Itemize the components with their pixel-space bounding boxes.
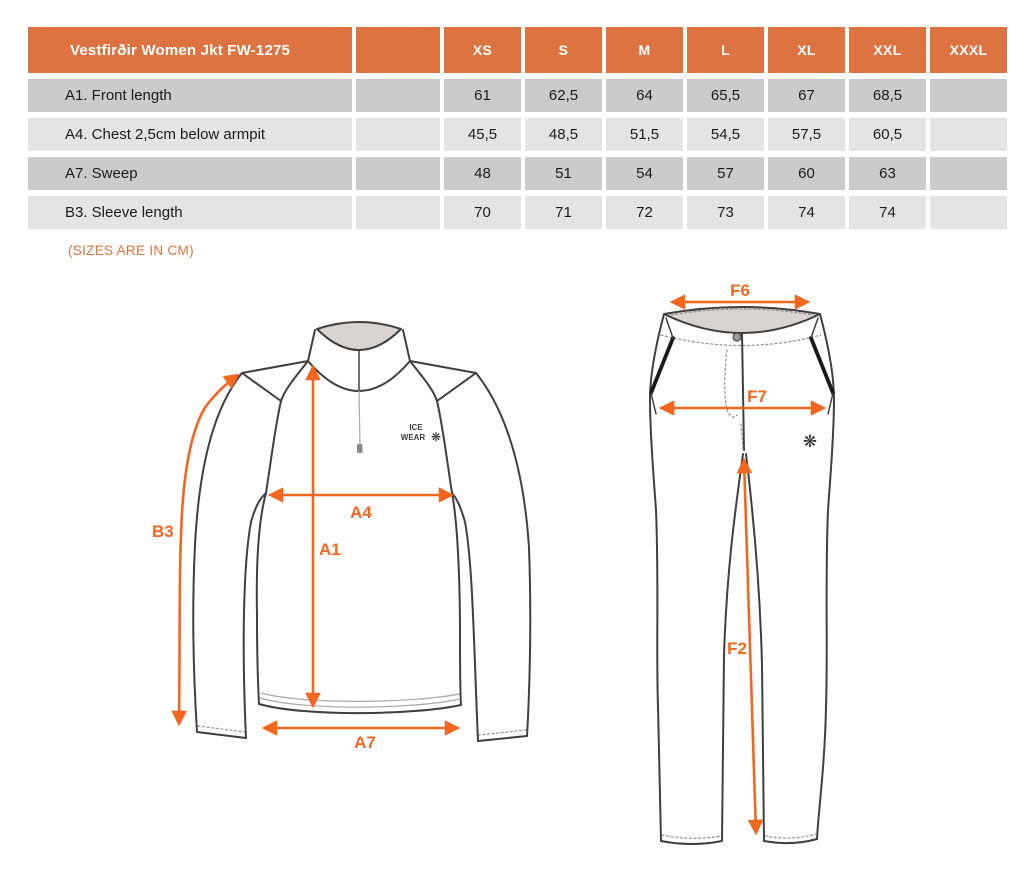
jacket-cuff-left	[197, 732, 246, 738]
size-header-xl: XL	[768, 27, 845, 73]
pants-pocket-edge-right	[828, 393, 833, 414]
pants-hem-stitch-right	[765, 834, 816, 838]
jacket-body-side-left	[257, 493, 266, 704]
logo-snowflake-icon: ❋	[430, 430, 442, 444]
pants-hem-left	[661, 841, 722, 844]
table-header-row	[28, 27, 1007, 73]
value-cell: 73	[687, 196, 764, 229]
row-label: A7. Sweep	[28, 157, 352, 190]
jacket-zipper-pull	[357, 444, 363, 453]
jacket-sleeve-outer-right	[476, 373, 530, 736]
value-cell: 54,5	[687, 118, 764, 151]
pants-pocket-trim-right	[811, 338, 833, 393]
size-header-l: L	[687, 27, 764, 73]
logo-text-line1: ICE	[409, 423, 423, 432]
jacket-shoulder-left	[242, 361, 308, 373]
value-cell: 60,5	[849, 118, 926, 151]
label-f7: F7	[747, 387, 767, 406]
value-cell: 64	[606, 79, 683, 112]
value-cell: 62,5	[525, 79, 602, 112]
label-a4: A4	[350, 503, 372, 522]
value-cell: 45,5	[444, 118, 521, 151]
row-label: B3. Sleeve length	[28, 196, 352, 229]
value-cell: 51,5	[606, 118, 683, 151]
pants-pocket-edge-left	[651, 393, 656, 414]
jacket-cuff-stitch-left	[198, 726, 245, 732]
jacket-collar-side-right	[403, 330, 410, 361]
size-header-xs: XS	[444, 27, 521, 73]
pants-waist-opening	[664, 307, 820, 333]
size-header-xxxl: XXXL	[930, 27, 1007, 73]
pants-button	[733, 333, 741, 341]
jacket-hem	[259, 704, 461, 713]
value-cell: 57	[687, 157, 764, 190]
label-f6: F6	[730, 281, 750, 300]
value-cell: 48	[444, 157, 521, 190]
jacket-shoulder-right	[410, 361, 476, 373]
row-spacer-cell	[356, 196, 440, 229]
jacket-sleeve-inner-left	[244, 493, 266, 738]
row-spacer-cell	[356, 79, 440, 112]
value-cell: 70	[444, 196, 521, 229]
size-table	[28, 27, 1007, 235]
label-a1: A1	[319, 540, 341, 559]
value-cell: 57,5	[768, 118, 845, 151]
size-header-m: M	[606, 27, 683, 73]
value-cell: 67	[768, 79, 845, 112]
pants-snowflake-logo-icon: ❋	[802, 432, 818, 452]
jacket-raglan-seam-left	[266, 361, 308, 493]
row-label: A1. Front length	[28, 79, 352, 112]
value-cell: 63	[849, 157, 926, 190]
jacket-zipper-chest	[359, 391, 360, 444]
label-b3: B3	[152, 522, 174, 541]
arrow-b3-sleeve-length	[179, 375, 238, 724]
value-cell: 74	[849, 196, 926, 229]
jacket-shoulder-dart-left	[242, 373, 281, 401]
pants-pocket-trim-left	[651, 338, 673, 393]
value-cell	[930, 157, 1007, 190]
product-title: Vestfirðir Women Jkt FW-1275	[28, 27, 352, 73]
pants-side-seam-top-right	[811, 318, 818, 338]
table-row-front-length	[28, 79, 1007, 112]
value-cell: 48,5	[525, 118, 602, 151]
header-spacer-cell	[356, 27, 440, 73]
pants-center-front-seam	[742, 333, 744, 450]
jacket-diagram	[152, 322, 530, 752]
value-cell: 68,5	[849, 79, 926, 112]
value-cell: 74	[768, 196, 845, 229]
pants-diagram	[650, 281, 834, 844]
pants-hem-right	[764, 839, 817, 843]
jacket-sleeve-outer-left	[193, 373, 242, 732]
size-header-s: S	[525, 27, 602, 73]
jacket-body-side-right	[452, 493, 461, 705]
value-cell: 54	[606, 157, 683, 190]
sizes-note: (SIZES ARE IN CM)	[68, 243, 194, 258]
jacket-collar-opening	[317, 322, 401, 350]
jacket-hem-stitch-2	[261, 693, 459, 701]
value-cell	[930, 79, 1007, 112]
jacket-cuff-right	[478, 736, 527, 741]
jacket-brand-logo	[401, 423, 441, 444]
jacket-hem-stitch-1	[260, 698, 460, 707]
value-cell: 51	[525, 157, 602, 190]
size-header-xxl: XXL	[849, 27, 926, 73]
table-row-chest	[28, 118, 1007, 151]
table-row-sleeve-length	[28, 196, 1007, 229]
table-row-sweep	[28, 157, 1007, 190]
value-cell: 65,5	[687, 79, 764, 112]
row-spacer-cell	[356, 118, 440, 151]
row-label: A4. Chest 2,5cm below armpit	[28, 118, 352, 151]
jacket-shoulder-dart-right	[437, 373, 476, 401]
pants-hem-stitch-left	[662, 835, 721, 838]
row-spacer-cell	[356, 157, 440, 190]
measurement-diagrams	[0, 280, 1034, 890]
value-cell: 71	[525, 196, 602, 229]
logo-text-line2: WEAR	[400, 433, 426, 442]
value-cell	[930, 196, 1007, 229]
pants-side-seam-top-left	[666, 318, 673, 338]
value-cell: 61	[444, 79, 521, 112]
jacket-cuff-stitch-right	[479, 730, 526, 735]
jacket-collar-side-left	[308, 330, 315, 361]
value-cell: 72	[606, 196, 683, 229]
value-cell: 60	[768, 157, 845, 190]
value-cell	[930, 118, 1007, 151]
label-a7: A7	[354, 733, 376, 752]
label-f2: F2	[727, 639, 747, 658]
